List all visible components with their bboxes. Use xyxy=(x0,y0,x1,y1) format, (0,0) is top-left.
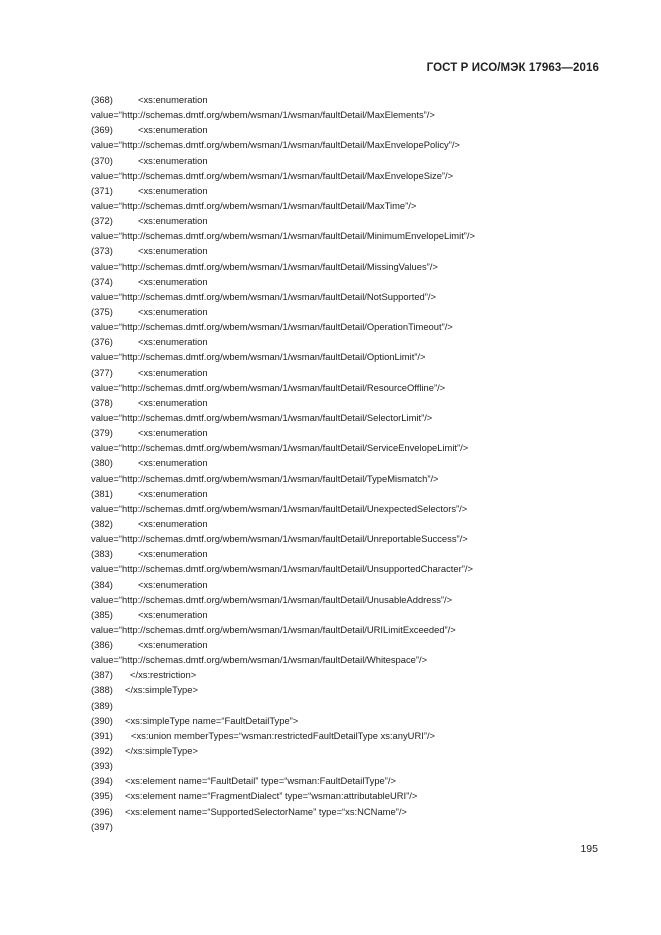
code-text: <xs:enumeration xyxy=(138,608,208,620)
code-text: <xs:enumeration xyxy=(138,124,208,136)
line-number: (385) xyxy=(91,608,113,620)
code-text: <xs:enumeration xyxy=(138,336,208,348)
code-line xyxy=(91,92,611,107)
line-number: (374) xyxy=(91,275,113,287)
line-number: (368) xyxy=(91,94,113,105)
code-text: value=“http://schemas.dmtf.org/wbem/wsman/1/wsman/faultDetail/UnreportableSuccess”/> xyxy=(91,533,468,545)
code-text: value=“http://schemas.dmtf.org/wbem/wsman/1/wsman/faultDetail/MissingValues”/> xyxy=(91,260,438,272)
line-number: (395) xyxy=(91,790,113,802)
code-text: <xs:enumeration xyxy=(138,517,208,529)
code-line xyxy=(91,228,611,243)
code-line xyxy=(91,107,611,122)
code-line xyxy=(91,455,611,470)
code-line xyxy=(91,516,611,531)
line-number: (379) xyxy=(91,427,113,439)
line-number: (377) xyxy=(91,366,113,378)
code-line xyxy=(91,682,611,697)
line-number: (381) xyxy=(91,487,113,499)
code-line xyxy=(91,365,611,380)
code-line xyxy=(91,425,611,440)
code-text: <xs:enumeration xyxy=(138,639,208,651)
line-number: (394) xyxy=(91,775,113,787)
code-text: value=“http://schemas.dmtf.org/wbem/wsman/1/wsman/faultDetail/TypeMismatch”/> xyxy=(91,472,439,484)
line-number: (375) xyxy=(91,305,113,317)
code-line xyxy=(91,319,611,334)
code-line xyxy=(91,198,611,213)
code-line xyxy=(91,743,611,758)
code-line xyxy=(91,395,611,410)
code-line xyxy=(91,259,611,274)
line-number: (383) xyxy=(91,548,113,560)
code-line xyxy=(91,243,611,258)
code-text: value=“http://schemas.dmtf.org/wbem/wsman/1/wsman/faultDetail/ResourceOffline”/> xyxy=(91,381,446,393)
code-text: <xs:enumeration xyxy=(138,94,208,105)
code-text: value=“http://schemas.dmtf.org/wbem/wsman/1/wsman/faultDetail/ServiceEnvelopeLimit”/> xyxy=(91,442,469,454)
line-number: (380) xyxy=(91,457,113,469)
line-number: (392) xyxy=(91,745,113,757)
line-number: (376) xyxy=(91,336,113,348)
code-line xyxy=(91,561,611,576)
code-line xyxy=(91,819,611,834)
code-text: value=“http://schemas.dmtf.org/wbem/wsman/1/wsman/faultDetail/URILimitExceeded”/> xyxy=(91,623,456,635)
code-line xyxy=(91,380,611,395)
code-text: value=“http://schemas.dmtf.org/wbem/wsman/1/wsman/faultDetail/UnexpectedSelectors”/> xyxy=(91,502,468,514)
document-header: ГОСТ Р ИСО/МЭК 17963—2016 xyxy=(426,62,599,74)
code-line xyxy=(91,486,611,501)
code-text: <xs:element name=“FragmentDialect” type=“wsman:attributableURI”/> xyxy=(125,790,418,802)
code-text: value=“http://schemas.dmtf.org/wbem/wsman/1/wsman/faultDetail/OptionLimit”/> xyxy=(91,351,426,363)
line-number: (391) xyxy=(91,729,113,741)
code-text: value=“http://schemas.dmtf.org/wbem/wsman/1/wsman/faultDetail/Whitespace”/> xyxy=(91,654,428,666)
line-number: (393) xyxy=(91,760,113,772)
line-number: (386) xyxy=(91,639,113,651)
code-text: value=“http://schemas.dmtf.org/wbem/wsman/1/wsman/faultDetail/SelectorLimit”/> xyxy=(91,411,433,423)
code-line xyxy=(91,334,611,349)
code-line xyxy=(91,153,611,168)
code-text: <xs:enumeration xyxy=(138,215,208,227)
code-text: <xs:enumeration xyxy=(138,366,208,378)
code-line xyxy=(91,349,611,364)
code-line xyxy=(91,607,611,622)
code-text: <xs:enumeration xyxy=(138,548,208,560)
code-line xyxy=(91,471,611,486)
code-text: <xs:simpleType name=“FaultDetailType”> xyxy=(125,714,299,726)
code-text: value=“http://schemas.dmtf.org/wbem/wsman/1/wsman/faultDetail/MaxElements”/> xyxy=(91,109,435,121)
line-number: (370) xyxy=(91,154,113,166)
code-text: <xs:enumeration xyxy=(138,275,208,287)
code-line xyxy=(91,289,611,304)
code-line xyxy=(91,168,611,183)
code-line xyxy=(91,728,611,743)
line-number: (369) xyxy=(91,124,113,136)
code-line xyxy=(91,592,611,607)
code-line xyxy=(91,713,611,728)
code-text: value=“http://schemas.dmtf.org/wbem/wsman/1/wsman/faultDetail/MaxEnvelopeSize”/> xyxy=(91,169,454,181)
line-number: (388) xyxy=(91,684,113,696)
code-text: <xs:union memberTypes=“wsman:restrictedFaultDetailType xs:anyURI”/> xyxy=(131,729,436,741)
code-text: <xs:enumeration xyxy=(138,154,208,166)
code-line xyxy=(91,788,611,803)
code-line xyxy=(91,501,611,516)
code-text: value=“http://schemas.dmtf.org/wbem/wsman/1/wsman/faultDetail/MaxEnvelopePolicy”/> xyxy=(91,139,460,151)
code-text: value=“http://schemas.dmtf.org/wbem/wsman/1/wsman/faultDetail/OperationTimeout”/> xyxy=(91,321,453,333)
code-text: </xs:simpleType> xyxy=(125,745,198,757)
code-line xyxy=(91,183,611,198)
code-line xyxy=(91,440,611,455)
code-line xyxy=(91,667,611,682)
code-text: <xs:enumeration xyxy=(138,578,208,590)
line-number: (390) xyxy=(91,714,113,726)
code-line xyxy=(91,652,611,667)
line-number: (382) xyxy=(91,517,113,529)
code-line xyxy=(91,773,611,788)
code-line xyxy=(91,213,611,228)
code-text: <xs:enumeration xyxy=(138,305,208,317)
code-text: <xs:element name=“SupportedSelectorName” type=“xs:NCName”/> xyxy=(125,805,407,817)
code-text: <xs:enumeration xyxy=(138,487,208,499)
code-text: value=“http://schemas.dmtf.org/wbem/wsman/1/wsman/faultDetail/NotSupported”/> xyxy=(91,290,436,302)
code-text: <xs:enumeration xyxy=(138,427,208,439)
line-number: (378) xyxy=(91,396,113,408)
line-number: (384) xyxy=(91,578,113,590)
page-number: 195 xyxy=(580,843,598,855)
code-line xyxy=(91,410,611,425)
code-text: value=“http://schemas.dmtf.org/wbem/wsman/1/wsman/faultDetail/UnsupportedCharacter”/> xyxy=(91,563,473,575)
code-line xyxy=(91,274,611,289)
code-line xyxy=(91,577,611,592)
code-text: </xs:simpleType> xyxy=(125,684,198,696)
code-line xyxy=(91,122,611,137)
code-text: <xs:enumeration xyxy=(138,396,208,408)
code-line xyxy=(91,531,611,546)
code-text: </xs:restriction> xyxy=(130,669,197,681)
code-line xyxy=(91,804,611,819)
code-listing xyxy=(91,92,611,834)
line-number: (371) xyxy=(91,184,113,196)
code-text: value=“http://schemas.dmtf.org/wbem/wsman/1/wsman/faultDetail/MinimumEnvelopeLimit”/> xyxy=(91,230,476,242)
line-number: (396) xyxy=(91,805,113,817)
code-line xyxy=(91,698,611,713)
code-line xyxy=(91,622,611,637)
line-number: (387) xyxy=(91,669,113,681)
code-text: <xs:element name=“FaultDetail” type=“wsman:FaultDetailType”/> xyxy=(125,775,396,787)
line-number: (389) xyxy=(91,699,113,711)
code-line xyxy=(91,304,611,319)
line-number: (397) xyxy=(91,820,113,832)
code-text: <xs:enumeration xyxy=(138,245,208,257)
line-number: (373) xyxy=(91,245,113,257)
code-text: <xs:enumeration xyxy=(138,184,208,196)
code-text: value=“http://schemas.dmtf.org/wbem/wsman/1/wsman/faultDetail/UnusableAddress”/> xyxy=(91,593,453,605)
line-number: (372) xyxy=(91,215,113,227)
code-line xyxy=(91,546,611,561)
code-line xyxy=(91,637,611,652)
code-line xyxy=(91,758,611,773)
code-text: <xs:enumeration xyxy=(138,457,208,469)
code-line xyxy=(91,137,611,152)
code-text: value=“http://schemas.dmtf.org/wbem/wsman/1/wsman/faultDetail/MaxTime”/> xyxy=(91,199,417,211)
